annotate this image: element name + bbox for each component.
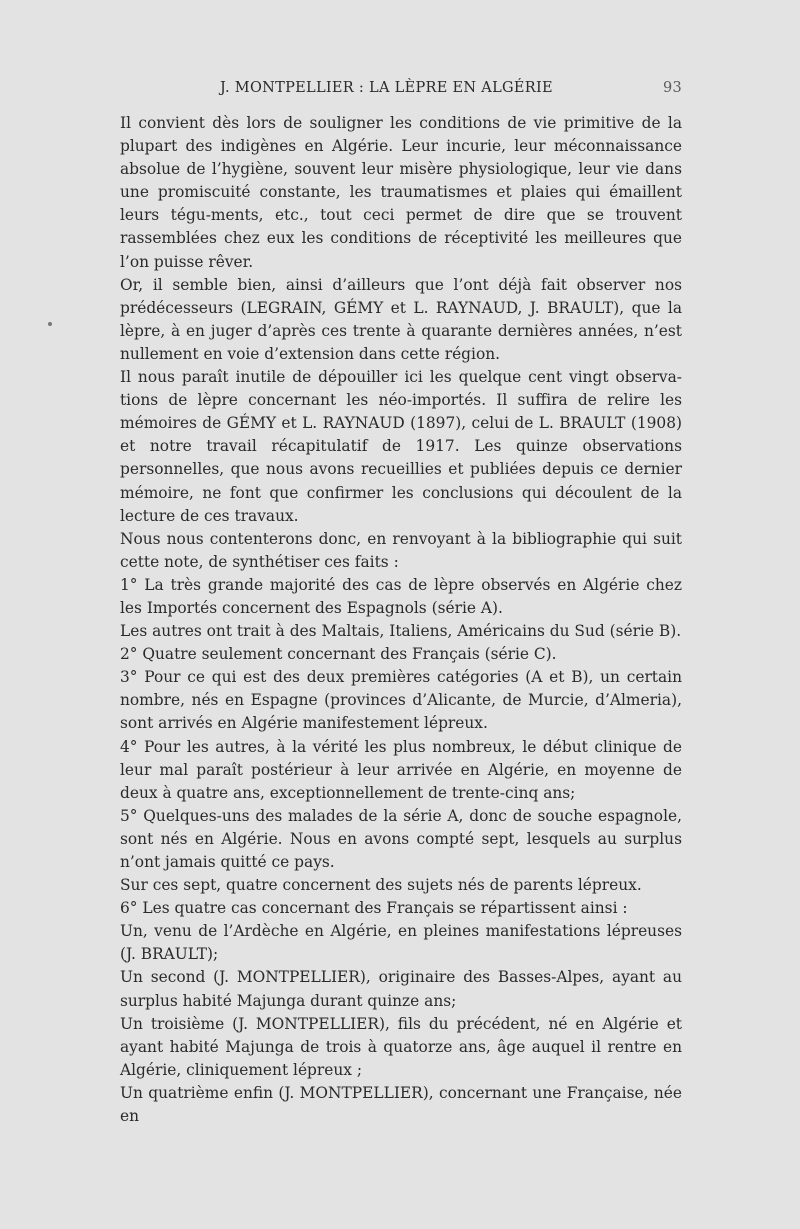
page-header [120, 80, 682, 100]
paper-speck [48, 322, 52, 326]
list-item: 5° Quelques-uns des malades de la série A, donc de souche espagnole, sont nés en Algérie. Nous en avons compté sept, lesquels au surplus n’ont jamais quitté ce pays. [120, 806, 682, 871]
paragraph: Les autres ont trait à des Maltais, Italiens, Américains du Sud (série B). [120, 622, 682, 641]
paragraph: Un, venu de l’Ardèche en Algérie, en pleines manifestations lépreuses (J. BRAULT); [120, 922, 682, 964]
running-head: J. MONTPELLIER : LA LÈPRE EN ALGÉRIE [220, 80, 553, 96]
paragraph: Il nous paraît inutile de dépouiller ici les quelque cent vingt observa-tions de lèpre concernant les néo-importés. Il suffira de relire les mémoires de GÉMY et L. RAYNAUD (1897), celui de L. BRAULT (1908) et notre travail récapitulatif de 1917. Les quinze observations personnelles, que nous avons recueillies et publiées depuis ce dernier mémoire, ne font que confirmer les conclusions qui découlent de la lecture de ces travaux. [120, 368, 682, 525]
list-item: 2° Quatre seulement concernant des Français (série C). [120, 645, 557, 664]
paragraph: Un troisième (J. MONTPELLIER), fils du précédent, né en Algérie et ayant habité Majunga de trois à quatorze ans, âge auquel il rentre en Algérie, cliniquement lépreux ; [120, 1014, 682, 1079]
page-number: 93 [662, 80, 682, 96]
paragraph: Nous nous contenterons donc, en renvoyant à la bibliographie qui suit cette note, de synthétiser ces faits : [120, 529, 682, 571]
paragraph: Or, il semble bien, ainsi d’ailleurs que l’ont déjà fait observer nos prédécesseurs (LEGRAIN, GÉMY et L. RAYNAUD, J. BRAULT), que la lèpre, à en juger d’après ces trente à quarante dernières années, n’est nullement en voie d’extension dans cette région. [120, 275, 682, 363]
list-item: 3° Pour ce qui est des deux premières catégories (A et B), un certain nombre, nés en Espagne (provinces d’Alicante, de Murcie, d’Almeria), sont arrivés en Algérie manifestement lépreux. [120, 668, 682, 733]
paragraph: Sur ces sept, quatre concernent des sujets nés de parents lépreux. [120, 876, 642, 895]
paragraph: Un second (J. MONTPELLIER), originaire des Basses-Alpes, ayant au surplus habité Majunga durant quinze ans; [120, 968, 682, 1010]
paragraph: Il convient dès lors de souligner les conditions de vie primitive de la plupart des indigènes en Algérie. Leur incurie, leur méconnaissance absolue de l’hygiène, souvent leur misère physiologique, leur vie dans une promiscuité constante, les traumatismes et plaies qui émaillent leurs tégu-ments, etc., tout ceci permet de dire que se trouvent rassemblées chez eux les conditions de réceptivité les meilleures que l’on puisse rêver. [120, 114, 682, 271]
list-item: 1° La très grande majorité des cas de lèpre observés en Algérie chez les Importés concernent des Espagnols (série A). [120, 575, 682, 617]
list-item: 6° Les quatre cas concernant des Français se répartissent ainsi : [120, 899, 628, 918]
paragraph: Un quatrième enfin (J. MONTPELLIER), concernant une Française, née en [120, 1083, 682, 1126]
list-item: 4° Pour les autres, à la vérité les plus nombreux, le début clinique de leur mal paraît postérieur à leur arrivée en Algérie, en moyenne de deux à quatre ans, exceptionnellement de trente-cinq ans; [120, 737, 682, 802]
body-text [120, 112, 682, 1128]
